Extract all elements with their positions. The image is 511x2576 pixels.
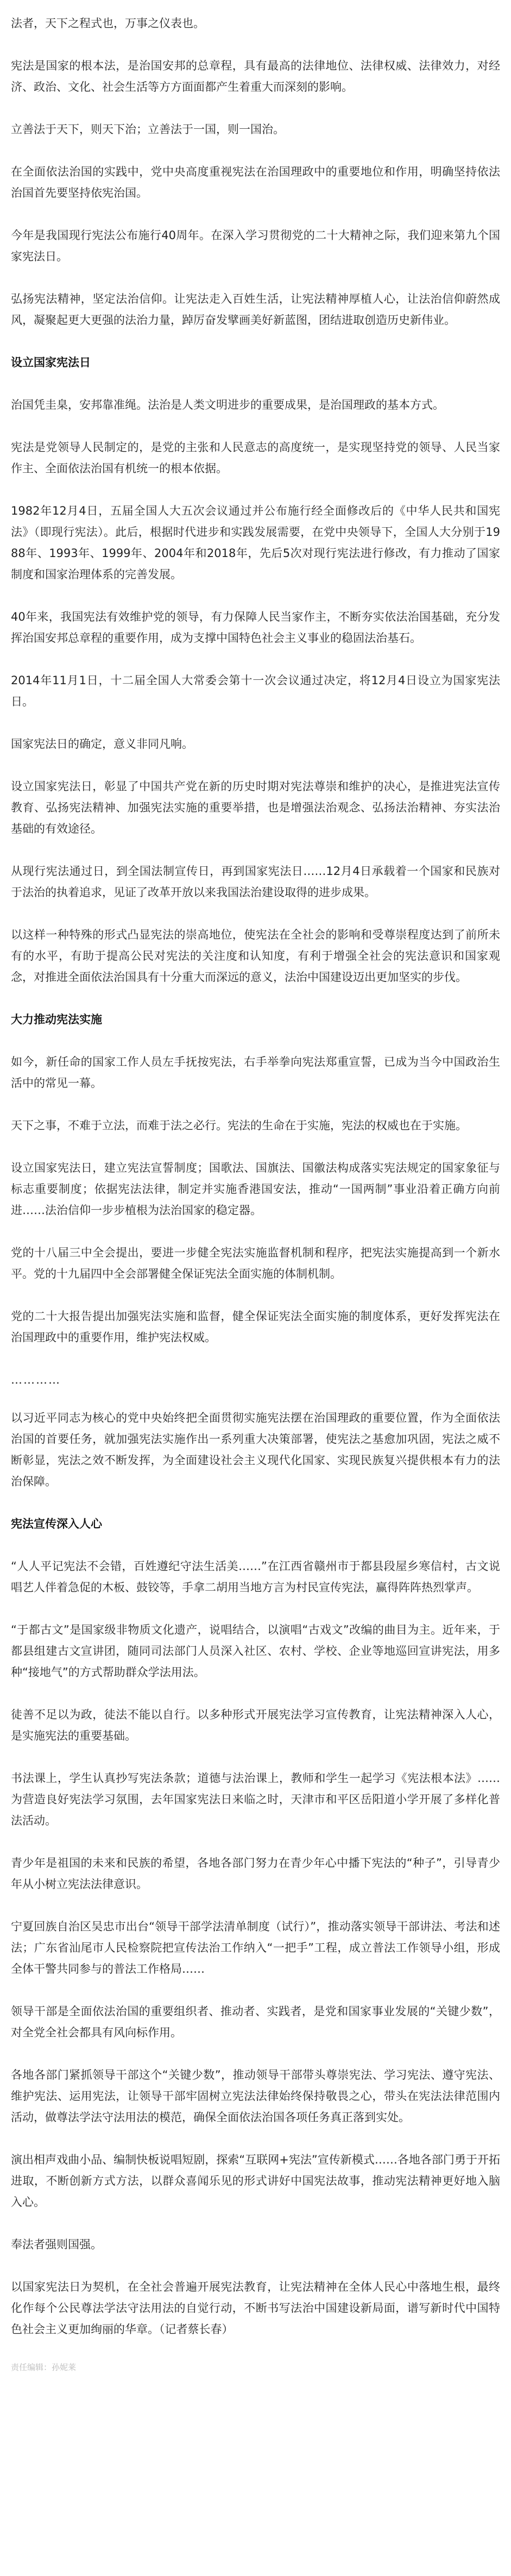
section-heading-publicity: 宪法宣传深入人心 (11, 1517, 102, 1530)
paragraph: 治国凭圭臬，安邦靠准绳。法治是人类文明进步的重要成果，是治国理政的基本方式。 (11, 398, 444, 411)
paragraph: 弘扬宪法精神，坚定法治信仰。让宪法走入百姓生活，让宪法精神厚植人心，让法治信仰蔚然成风，凝聚起更大更强的法治力量，踔厉奋发擘画美好新蓝图，团结进取创造历史新伟业。 (11, 292, 500, 327)
paragraph: 徒善不足以为政，徒法不能以自行。以多种形式开展宪法学习宣传教育，让宪法精神深入人心，是实施宪法的重要基础。 (11, 1708, 500, 1742)
paragraph-intro-quote: 法者，天下之程式也，万事之仪表也。 (11, 17, 205, 30)
paragraph: “人人平记宪法不会错，百姓遵纪守法生活美……”在江西省赣州市于都县段屋乡寒信村，古文说唱艺人伴着急促的木板、鼓铰等，手拿二胡用当地方言为村民宣传宪法，赢得阵阵热烈掌声。 (11, 1560, 500, 1594)
paragraph: 宪法是党领导人民制定的，是党的主张和人民意志的高度统一，是实现坚持党的领导、人民当家作主、全面依法治国有机统一的根本依据。 (11, 441, 500, 475)
paragraph: 设立国家宪法日，建立宪法宣誓制度；国歌法、国旗法、国徽法构成落实宪法规定的国家象征与标志重要制度；依据宪法法律，制定并实施香港国安法，推动“一国两制”事业沿着正确方向前进……法治信仰一步步植根为法治国家的稳定器。 (11, 1161, 500, 1217)
paragraph: 以国家宪法日为契机，在全社会普遍开展宪法教育，让宪法精神在全体人民心中落地生根，最终化作每个公民尊法学法守法用法的自觉行动，不断书写法治中国建设新局面，谱写新时代中国特色社会主义更加绚丽的华章。（记者蔡长春） (11, 2280, 500, 2336)
paragraph: 演出相声戏曲小品、编制快板说唱短剧，探索“互联网+宪法”宣传新模式……各地各部门勇于开拓进取，不断创新方式方法，以群众喜闻乐见的形式讲好中国宪法故事，推动宪法精神更好地入脑入心。 (11, 2153, 500, 2209)
section-heading-implementation: 大力推动宪法实施 (11, 1013, 102, 1026)
paragraph: 领导干部是全面依法治国的重要组织者、推动者、实践者，是党和国家事业发展的“关键少数”，对全党全社会都具有风向标作用。 (11, 2005, 500, 2039)
paragraph: 1982年12月4日，五届全国人大五次会议通过并公布施行经全面修改后的《中华人民共和国宪法》（即现行宪法）。此后，根据时代进步和实践发展需要，在党中央领导下，全国人大分别于1988年、1993年、1999年、2004年和2018年，先后5次对现行宪法进行修改，有力推动了国家制度和国家治理体系的完善发展。 (11, 504, 500, 581)
paragraph: 党的十八届三中全会提出，要进一步健全宪法实施监督机制和程序，把宪法实施提高到一个新水平。党的十九届四中全会部署健全保证宪法全面实施的体制机制。 (11, 1246, 500, 1280)
paragraph: 各地各部门紧抓领导干部这个“关键少数”，推动领导干部带头尊崇宪法、学习宪法、遵守宪法、维护宪法、运用宪法，让领导干部牢固树立宪法法律始终保持敬畏之心，带头在宪法法律范围内活动，做尊法学法守法用法的模范，确保全面依法治国各项任务真正落到实处。 (11, 2068, 500, 2124)
paragraph: 从现行宪法通过日，到全国法制宣传日，再到国家宪法日……12月4日承载着一个国家和民族对于法治的执着追求，见证了改革开放以来我国法治建设取得的进步成果。 (11, 865, 500, 899)
paragraph: 宪法是国家的根本法，是治国安邦的总章程，具有最高的法律地位、法律权威、法律效力，对经济、政治、文化、社会生活等方方面面都产生着重大而深刻的影响。 (11, 59, 500, 93)
paragraph: 今年是我国现行宪法公布施行40周年。在深入学习贯彻党的二十大精神之际，我们迎来第九个国家宪法日。 (11, 229, 500, 263)
paragraph: 奉法者强则国强。 (11, 2238, 102, 2251)
paragraph: 40年来，我国宪法有效维护党的领导，有力保障人民当家作主，不断夯实依法治国基础，充分发挥治国安邦总章程的重要作用，成为支撑中国特色社会主义事业的稳固法治基石。 (11, 610, 500, 645)
ellipsis-separator: ………… (11, 1373, 61, 1386)
paragraph: 书法课上，学生认真抄写宪法条款；道德与法治课上，教师和学生一起学习《宪法根本法》……为营造良好宪法学习氛围，去年国家宪法日来临之时，天津市和平区岳阳道小学开展了多样化普法活动。 (11, 1772, 500, 1827)
paragraph: 青少年是祖国的未来和民族的希望，各地各部门努力在青少年心中播下宪法的“种子”，引导青少年从小树立宪法法律意识。 (11, 1856, 500, 1891)
paragraph: 以习近平同志为核心的党中央始终把全面贯彻实施宪法摆在治国理政的重要位置，作为全面依法治国的首要任务，就加强宪法实施作出一系列重大决策部署，使宪法之基愈加巩固，宪法之威不断彰显，宪法之效不断发挥，为全面建设社会主义现代化国家、实现民族复兴提供根本有力的法治保障。 (11, 1411, 500, 1488)
section-heading-constitution-day: 设立国家宪法日 (11, 356, 91, 369)
responsible-editor: 责任编辑：孙妮莱 (11, 2362, 77, 2372)
paragraph: 以这样一种特殊的形式凸显宪法的崇高地位，使宪法在全社会的影响和受尊崇程度达到了前所未有的水平，有助于提高公民对宪法的关注度和认知度，有利于增强全社会的宪法意识和国家观念，对推进全面依法治国具有十分重大而深远的意义，法治中国建设迈出更加坚实的步伐。 (11, 928, 500, 984)
paragraph: “于都古文”是国家级非物质文化遗产，说唱结合，以演唱“古戏文”改编的曲目为主。近年来，于都县组建古文宣讲团，随同司法部门人员深入社区、农村、学校、企业等地巡回宣讲宪法，用多种“接地气”的方式帮助群众学法用法。 (11, 1623, 500, 1679)
paragraph: 2014年11月1日，十二届全国人大常委会第十一次会议通过决定，将12月4日设立为国家宪法日。 (11, 674, 500, 708)
paragraph: 天下之事，不难于立法，而难于法之必行。宪法的生命在于实施，宪法的权威也在于实施。 (11, 1119, 467, 1132)
paragraph: 党的二十大报告提出加强宪法实施和监督，健全保证宪法全面实施的制度体系，更好发挥宪法在治国理政中的重要作用，维护宪法权威。 (11, 1310, 500, 1344)
paragraph: 国家宪法日的确定，意义非同凡响。 (11, 737, 193, 751)
paragraph: 宁夏回族自治区吴忠市出台“领导干部学法清单制度（试行）”，推动落实领导干部讲法、考法和述法；广东省汕尾市人民检察院把宣传法治工作纳入“一把手”工程，成立普法工作领导小组，形成全体干警共同参与的普法工作格局…… (11, 1920, 500, 1975)
paragraph: 设立国家宪法日，彰显了中国共产党在新的历史时期对宪法尊崇和维护的决心，是推进宪法宣传教育、弘扬宪法精神、加强宪法实施的重要举措，也是增强法治观念、弘扬法治精神、夯实法治基础的有效途径。 (11, 780, 500, 835)
paragraph: 如今，新任命的国家工作人员左手抚按宪法，右手举拳向宪法郑重宣誓，已成为当今中国政治生活中的常见一幕。 (11, 1055, 500, 1090)
paragraph: 立善法于天下，则天下治；立善法于一国，则一国治。 (11, 123, 285, 136)
paragraph: 在全面依法治国的实践中，党中央高度重视宪法在治国理政中的重要地位和作用，明确坚持依法治国首先要坚持依宪治国。 (11, 165, 500, 199)
